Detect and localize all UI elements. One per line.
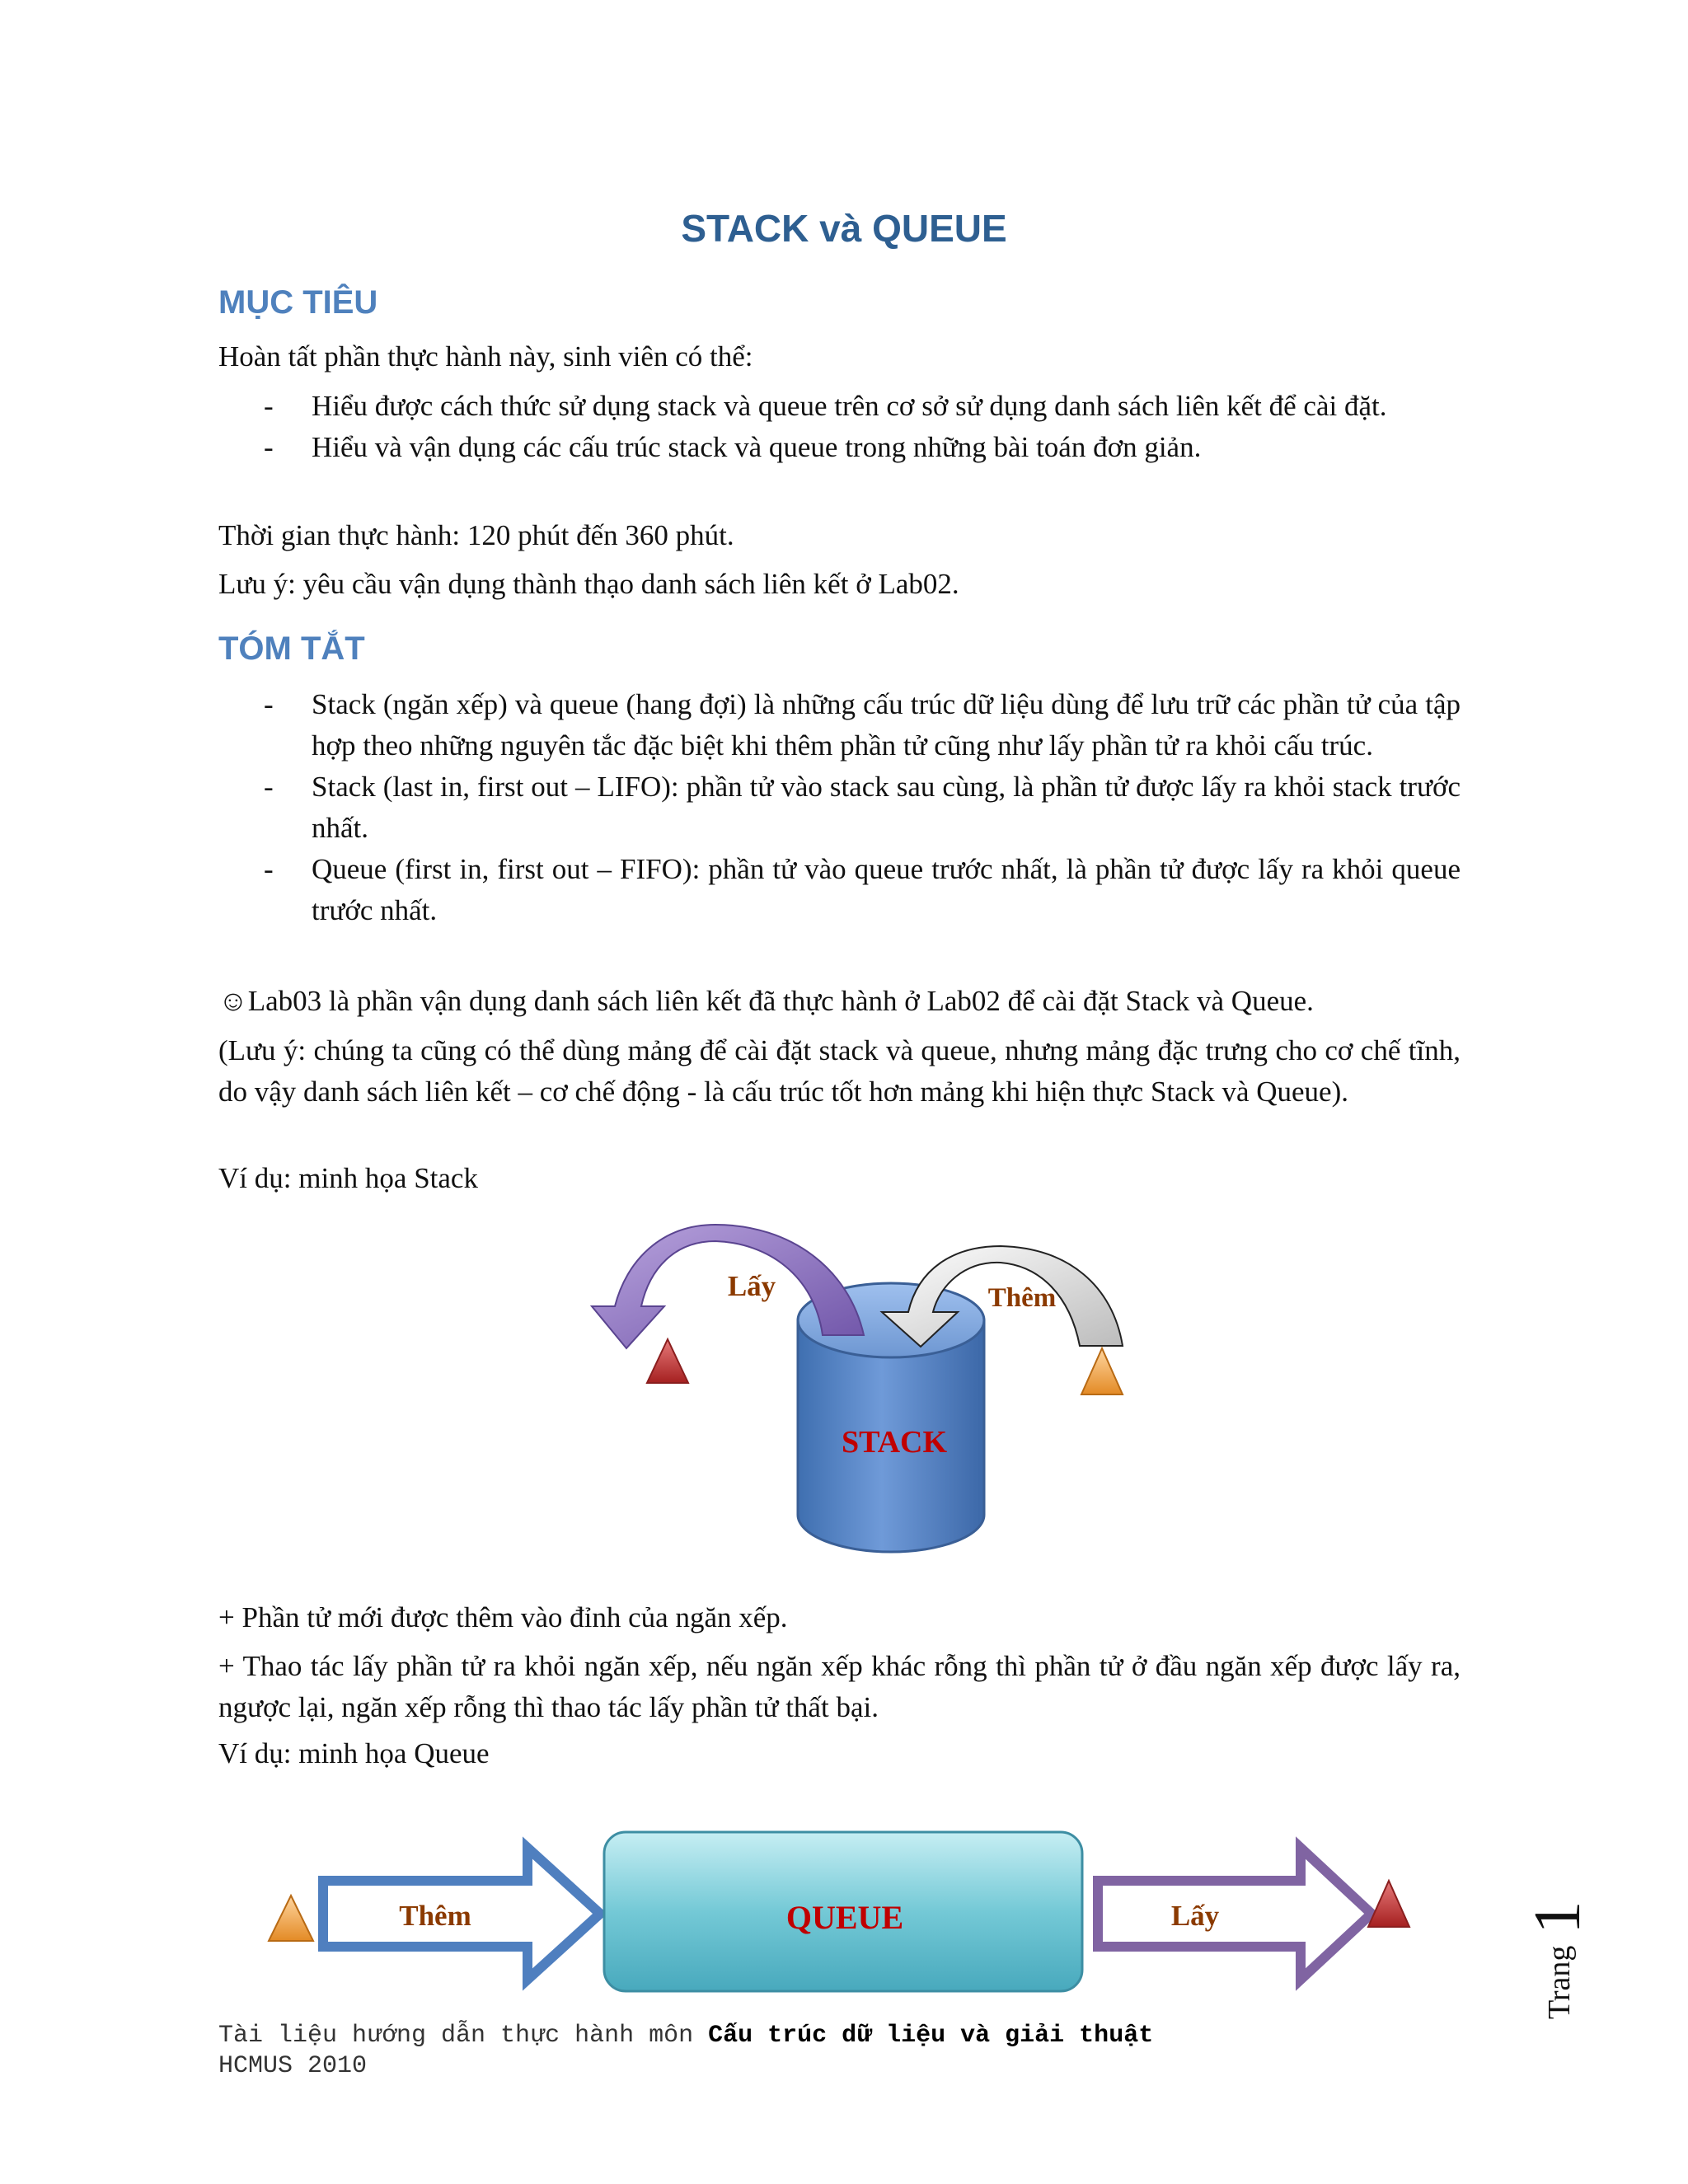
heading-muc-tieu: MỤC TIÊU: [218, 284, 378, 321]
enqueue-label: Thêm: [399, 1900, 471, 1932]
page-number-value: 1: [1522, 1900, 1594, 1934]
push-triangle-icon: [1081, 1348, 1123, 1394]
page-title: STACK và QUEUE: [681, 207, 1007, 250]
push-label: Thêm: [987, 1283, 1057, 1313]
practice-time: Thời gian thực hành: 120 phút đến 360 phút.: [218, 519, 734, 551]
enqueue-triangle-icon: [269, 1896, 313, 1941]
pop-label: Lấy: [727, 1270, 776, 1302]
queue-label: QUEUE: [785, 1899, 904, 1936]
dequeue-label: Lấy: [1170, 1900, 1220, 1932]
lab02-note: Lưu ý: yêu cầu vận dụng thành thạo danh sách liên kết ở Lab02.: [218, 568, 959, 600]
dequeue-triangle-icon: [1368, 1881, 1409, 1927]
stack-label: STACK: [841, 1425, 948, 1460]
stack-example-caption: Ví dụ: minh họa Stack: [218, 1162, 478, 1194]
list-item: - Hiểu được cách thức sử dụng stack và queue trên cơ sở sử dụng danh sách liên kết để cài đặt.: [264, 390, 1387, 422]
page-number: [1500, 1879, 1594, 2019]
list-item: - Stack (last in, first out – LIFO): phần tử vào stack sau cùng, là phần tử được lấy ra khỏi stack trước nhất.: [264, 771, 1461, 844]
array-note: (Lưu ý: chúng ta cũng có thể dùng mảng để cài đặt stack và queue, nhưng mảng đặc trưng cho cơ chế tĩnh, do vậy danh sách liên kết – cơ chế động - là cấu trúc tốt hơn mảng khi hiện thực Stack và Queue).: [218, 1034, 1461, 1108]
list-item: - Queue (first in, first out – FIFO): phần tử vào queue trước nhất, là phần tử được lấy ra khỏi queue trước nhất.: [264, 853, 1461, 926]
page-number-label: Trang: [1542, 1945, 1577, 2019]
stack-note-push: + Phần tử mới được thêm vào đỉnh của ngăn xếp.: [218, 1601, 788, 1633]
footer-line-2: HCMUS 2010: [218, 2052, 368, 2080]
list-item: - Stack (ngăn xếp) và queue (hang đợi) là những cấu trúc dữ liệu dùng để lưu trữ các phần tử của tập hợp theo những nguyên tắc đặc biệt khi thêm phần tử cũng như lấy phần tử ra khỏi cấu trúc.: [264, 688, 1461, 762]
footer-line-1: Tài liệu hướng dẫn thực hành môn Cấu trúc dữ liệu và giải thuật: [218, 2022, 1154, 2050]
objectives-intro: Hoàn tất phần thực hành này, sinh viên có thể:: [218, 340, 753, 373]
heading-tom-tat: TÓM TẮT: [218, 630, 365, 667]
queue-example-caption: Ví dụ: minh họa Queue: [218, 1737, 490, 1769]
list-item: - Hiểu và vận dụng các cấu trúc stack và queue trong những bài toán đơn giản.: [264, 431, 1202, 463]
dequeue-arrow: [1098, 1848, 1372, 1980]
stack-note-pop: + Thao tác lấy phần tử ra khỏi ngăn xếp, nếu ngăn xếp khác rỗng thì phần tử ở đầu ngăn xếp được lấy ra, ngược lại, ngăn xếp rỗng thì thao tác lấy phần tử thất bại.: [218, 1650, 1461, 1723]
pop-triangle-icon: [647, 1339, 688, 1383]
lab03-note: ☺Lab03 là phần vận dụng danh sách liên kết đã thực hành ở Lab02 để cài đặt Stack và Queue.: [218, 985, 1314, 1017]
